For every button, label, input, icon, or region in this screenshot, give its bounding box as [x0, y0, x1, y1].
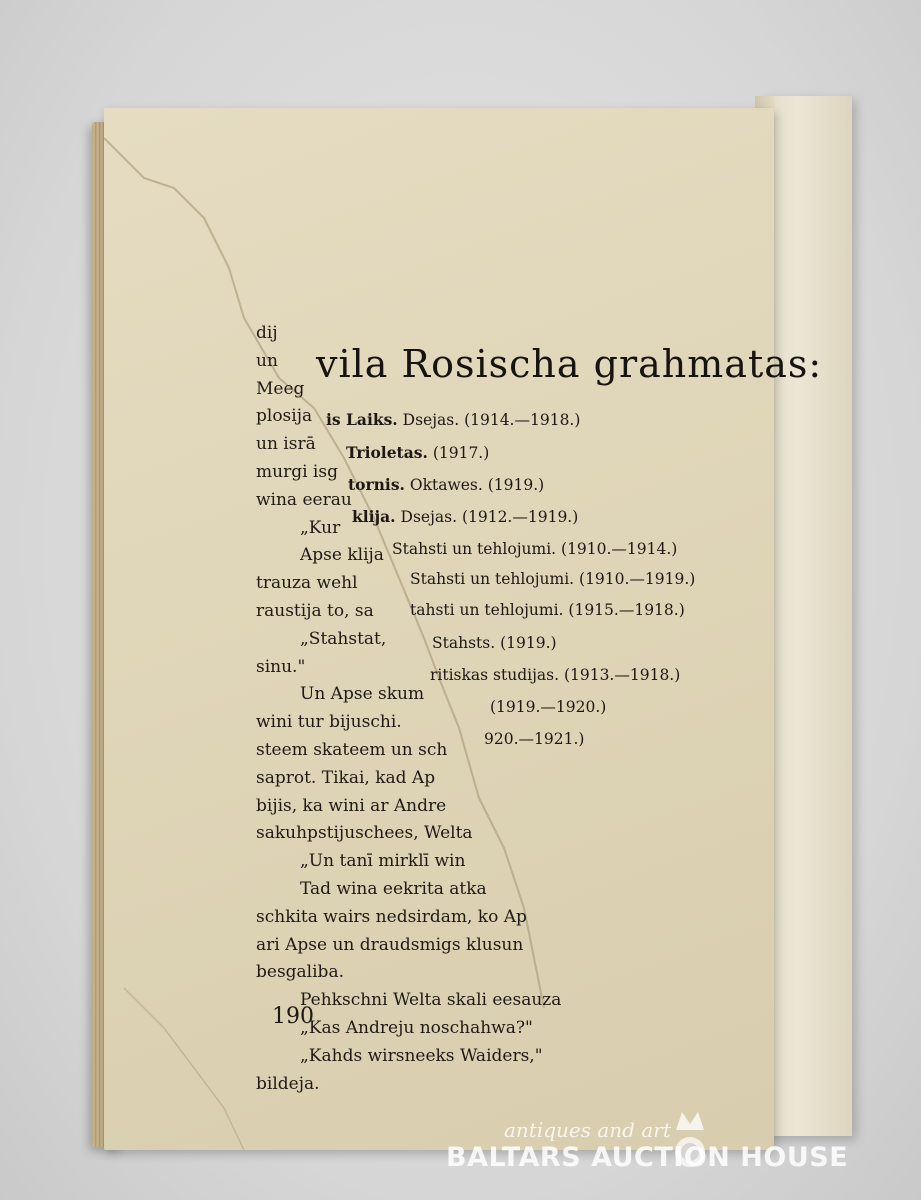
- text-line: „Kur: [300, 517, 341, 538]
- text-line: wina eerau: [256, 489, 352, 510]
- text-line: Meeg: [256, 378, 305, 399]
- text-line: ari Apse un draudsmigs klusun: [256, 934, 524, 955]
- text-line: dij: [256, 323, 278, 343]
- text-line: raustija to, sa: [256, 600, 374, 621]
- page-heading: vila Rosischa grahmatas:: [316, 342, 823, 386]
- text-line: saprot. Tikai, kad Ap: [256, 767, 436, 788]
- text-line: „Un tanī mirklī win: [300, 851, 466, 872]
- text-line: besgaliba.: [256, 962, 344, 983]
- text-line: steem skateem un sch: [256, 739, 448, 760]
- entry-text: Dsejas.: [402, 411, 460, 429]
- page-number: 190: [272, 1004, 314, 1029]
- text-line: „Kas Andreju noschahwa?": [300, 1017, 533, 1038]
- text-line: Un Apse skum: [300, 684, 425, 705]
- text-line: „Stahstat,: [300, 628, 387, 649]
- text-line: wini tur bijuschi.: [256, 712, 402, 733]
- text-line: schkita wairs nedsirdam, ko Ap: [256, 906, 527, 927]
- bibliography-entry: [352, 507, 578, 526]
- bibliography-entry: [410, 600, 685, 619]
- entry-years: (1919.): [487, 476, 545, 494]
- entry-years: (1913.—1918.): [563, 666, 681, 684]
- bibliography-entry: [484, 729, 584, 748]
- entry-title: is Laiks.: [326, 410, 398, 429]
- text-line: sakuhpstijuschees, Welta: [256, 823, 473, 844]
- text-line: trauza wehl: [256, 573, 358, 594]
- entry-text: tahsti un tehlojumi.: [410, 601, 564, 619]
- watermark-tagline: antiques and art: [504, 1118, 671, 1142]
- entry-years: (1912.—1919.): [461, 508, 579, 526]
- bibliography-entry: [348, 475, 544, 494]
- bibliography-entry: [432, 633, 557, 652]
- bibliography-entry: [490, 697, 606, 716]
- entry-text: Stahsts.: [432, 634, 496, 652]
- text-line: bildeja.: [256, 1073, 320, 1094]
- auction-watermark: [446, 1118, 849, 1178]
- bibliography-entry: [392, 539, 677, 558]
- text-line: sinu.": [256, 656, 306, 677]
- bibliography-entry: [410, 569, 695, 588]
- entry-years: 920.—1921.): [484, 730, 585, 748]
- entry-years: (1914.—1918.): [464, 411, 581, 429]
- entry-text: Dsejas.: [400, 508, 457, 526]
- entry-years: (1910.—1919.): [579, 570, 696, 588]
- text-line: un isrā: [256, 434, 316, 455]
- entry-title: tornis.: [348, 475, 405, 494]
- entry-years: (1910.—1914.): [561, 540, 678, 558]
- entry-text: ritiskas studijas.: [430, 666, 559, 684]
- text-line: bijis, ka wini ar Andre: [256, 795, 447, 816]
- text-line: „Kahds wirsneeks Waiders,": [300, 1045, 543, 1066]
- text-line: Apse klija: [300, 545, 384, 566]
- text-line: un: [256, 350, 278, 371]
- bibliography-entry: [326, 410, 580, 429]
- text-line: Pehkschni Welta skali eesauza: [300, 990, 562, 1011]
- bibliography-entry: [430, 665, 680, 684]
- text-line: Tad wina eekrita atka: [300, 878, 487, 899]
- watermark-brand: BALTARS AUCTION HOUSE: [446, 1142, 849, 1173]
- entry-years: (1919.—1920.): [490, 698, 607, 716]
- entry-text: Stahsti un tehlojumi.: [410, 570, 575, 588]
- text-line: murgi isg: [256, 461, 338, 482]
- entry-text: Stahsti un tehlojumi.: [392, 540, 557, 558]
- entry-text: Oktawes.: [409, 476, 483, 494]
- entry-years: (1915.—1918.): [568, 601, 685, 619]
- entry-years: (1917.): [432, 444, 490, 462]
- entry-title: klija.: [352, 507, 396, 526]
- entry-years: (1919.): [500, 634, 557, 652]
- text-line: plosija: [256, 406, 313, 427]
- entry-title: Trioletas.: [346, 443, 428, 462]
- bibliography-entry: [346, 443, 489, 462]
